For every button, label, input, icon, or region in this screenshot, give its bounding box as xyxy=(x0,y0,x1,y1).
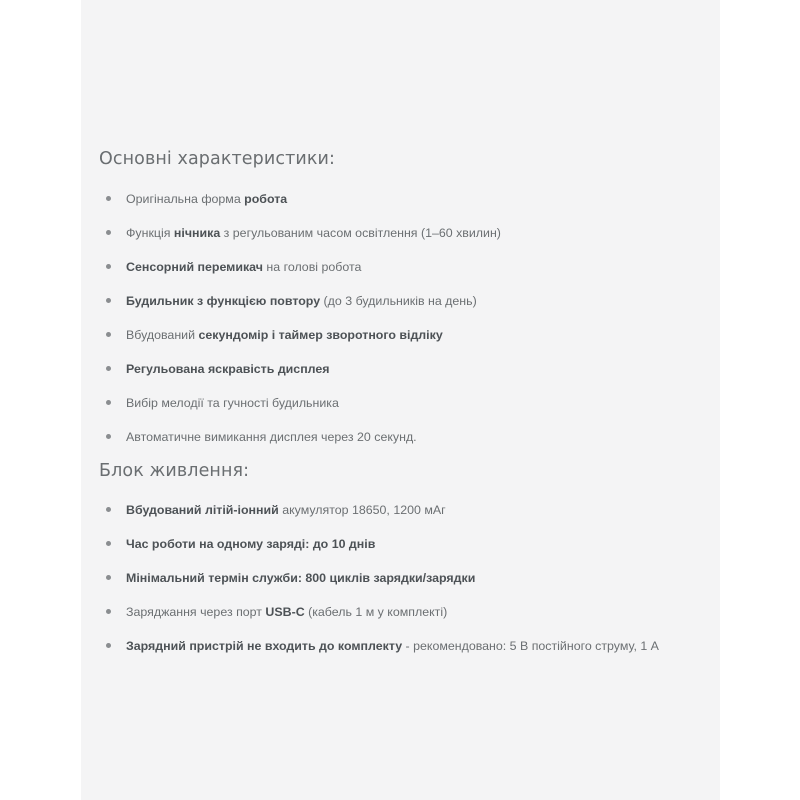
bullet-icon xyxy=(106,230,111,235)
list-item: Зарядний пристрій не входить до комплекту - рекомендовано: 5 В постійного струму, 1 А xyxy=(106,636,659,670)
bullet-icon xyxy=(106,332,111,337)
list-item: Сенсорний перемикач на голові робота xyxy=(106,257,501,291)
list-item: Час роботи на одному заряді: до 10 днів xyxy=(106,534,659,568)
bullet-icon xyxy=(106,298,111,303)
list-item: Оригінальна форма робота xyxy=(106,189,501,223)
power-heading: Блок живлення: xyxy=(99,461,250,481)
list-item: Вбудований секундомір і таймер зворотного відліку xyxy=(106,325,501,359)
list-item: Функція нічника з регульованим часом освітлення (1–60 хвилин) xyxy=(106,223,501,257)
list-item: Будильник з функцією повтору (до 3 будильників на день) xyxy=(106,291,501,325)
list-item: Автоматичне вимикання дисплея через 20 секунд. xyxy=(106,427,501,461)
bullet-icon xyxy=(106,264,111,269)
bullet-icon xyxy=(106,507,111,512)
bullet-icon xyxy=(106,196,111,201)
features-list xyxy=(106,189,501,461)
features-heading: Основні характеристики: xyxy=(99,149,335,169)
bullet-icon xyxy=(106,434,111,439)
list-item: Мінімальний термін служби: 800 циклів зарядки/зарядки xyxy=(106,568,659,602)
bullet-icon xyxy=(106,400,111,405)
content-panel xyxy=(81,0,720,800)
bullet-icon xyxy=(106,643,111,648)
bullet-icon xyxy=(106,366,111,371)
power-list xyxy=(106,500,659,670)
list-item: Заряджання через порт USB-C (кабель 1 м у комплекті) xyxy=(106,602,659,636)
list-item: Вбудований літій-іонний акумулятор 18650, 1200 мАг xyxy=(106,500,659,534)
bullet-icon xyxy=(106,609,111,614)
bullet-icon xyxy=(106,541,111,546)
bullet-icon xyxy=(106,575,111,580)
list-item: Вибір мелодії та гучності будильника xyxy=(106,393,501,427)
list-item: Регульована яскравість дисплея xyxy=(106,359,501,393)
